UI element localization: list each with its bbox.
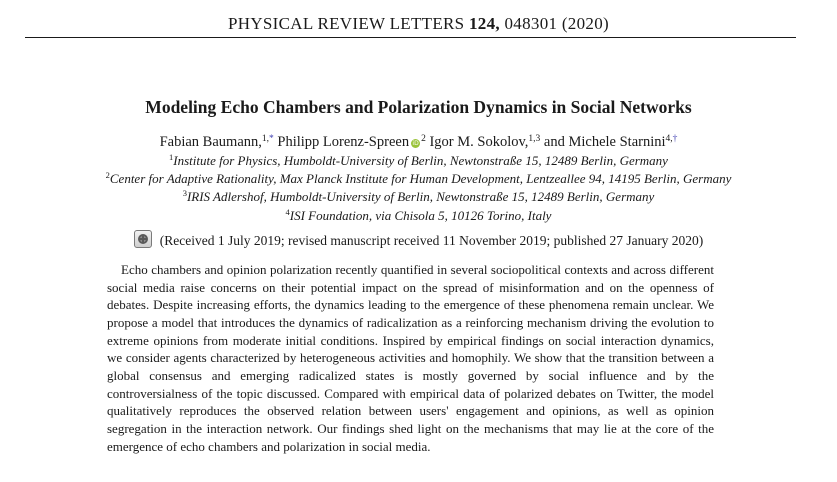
author-name: Philipp Lorenz-Spreen (277, 134, 410, 150)
header-rule (25, 37, 796, 38)
author-affiliation-marker: 4,† (665, 134, 678, 144)
journal-name: PHYSICAL REVIEW LETTERS (228, 14, 465, 33)
author-name: Igor M. Sokolov, (429, 134, 529, 150)
author-affiliation-marker: 1,3 (528, 134, 541, 144)
footnote-link-dagger[interactable]: † (672, 134, 678, 144)
author-affiliation-marker: 2 (421, 134, 426, 144)
author-affiliation-marker: 1,* (261, 134, 274, 144)
journal-running-head (0, 14, 837, 34)
affiliation-line: $^3$IRIS Adlershof, Humboldt-University of Berlin, Newtonstraße 15, 12489 Berlin, Germany (182, 188, 655, 205)
footnote-link-star[interactable]: * (269, 134, 274, 144)
affiliation-list (0, 152, 837, 225)
article-number: 048301 (2020) (504, 14, 609, 33)
journal-volume: 124, (468, 14, 500, 33)
author-list (0, 133, 837, 151)
crossmark-icon[interactable] (134, 230, 152, 248)
paper-title: Modeling Echo Chambers and Polarization Dynamics in Social Networks (145, 97, 692, 117)
received-dates-row (0, 230, 837, 250)
affiliation-line: $^4$ISI Foundation, via Chisola 5, 10126 Torino, Italy (285, 206, 552, 223)
affiliation-line: $^1$Institute for Physics, Humboldt-University of Berlin, Newtonstraße 15, 12489 Berlin, Germany (169, 152, 668, 168)
affiliation-line: $^2$Center for Adaptive Rationality, Max Planck Institute for Human Development, Lentzeallee 94, 14195 Berlin, Germany (105, 170, 732, 187)
abstract: Echo chambers and opinion polarization recently quantified in several sociopolitical contexts and across different social media raise concerns on their potential impact on the spread of misinformation and on the openness of debates. Despite increasing efforts, the dynamics leading to the emergence of these phenomena remain unclear. We propose a model that introduces the dynamics of radicalization as a reinforcing mechanism driving the evolution to extreme opinions from moderate initial conditions. Inspired by empirical findings on social interaction dynamics, we consider agents characterized by heterogeneous activities and homophily. We show that the transition between a global consensus and emerging radicalized states is mostly governed by social influence and by the controversialness of the topic discussed. Compared with empirical data of polarized debates on Twitter, the model qualitatively reproduces the observed relation between users' engagement and opinions, as well as opinion segregation in the interaction network. Our findings shed light on the mechanisms that may lie at the core of the emergence of echo chambers and polarization in social media. (107, 262, 714, 454)
author-name: Fabian Baumann, (159, 134, 262, 150)
received-dates: (Received 1 July 2019; revised manuscript received 11 November 2019; published 27 January 2020) (159, 233, 704, 248)
author-name: and Michele Starnini (543, 134, 666, 150)
orcid-icon[interactable]: iD (412, 140, 419, 147)
